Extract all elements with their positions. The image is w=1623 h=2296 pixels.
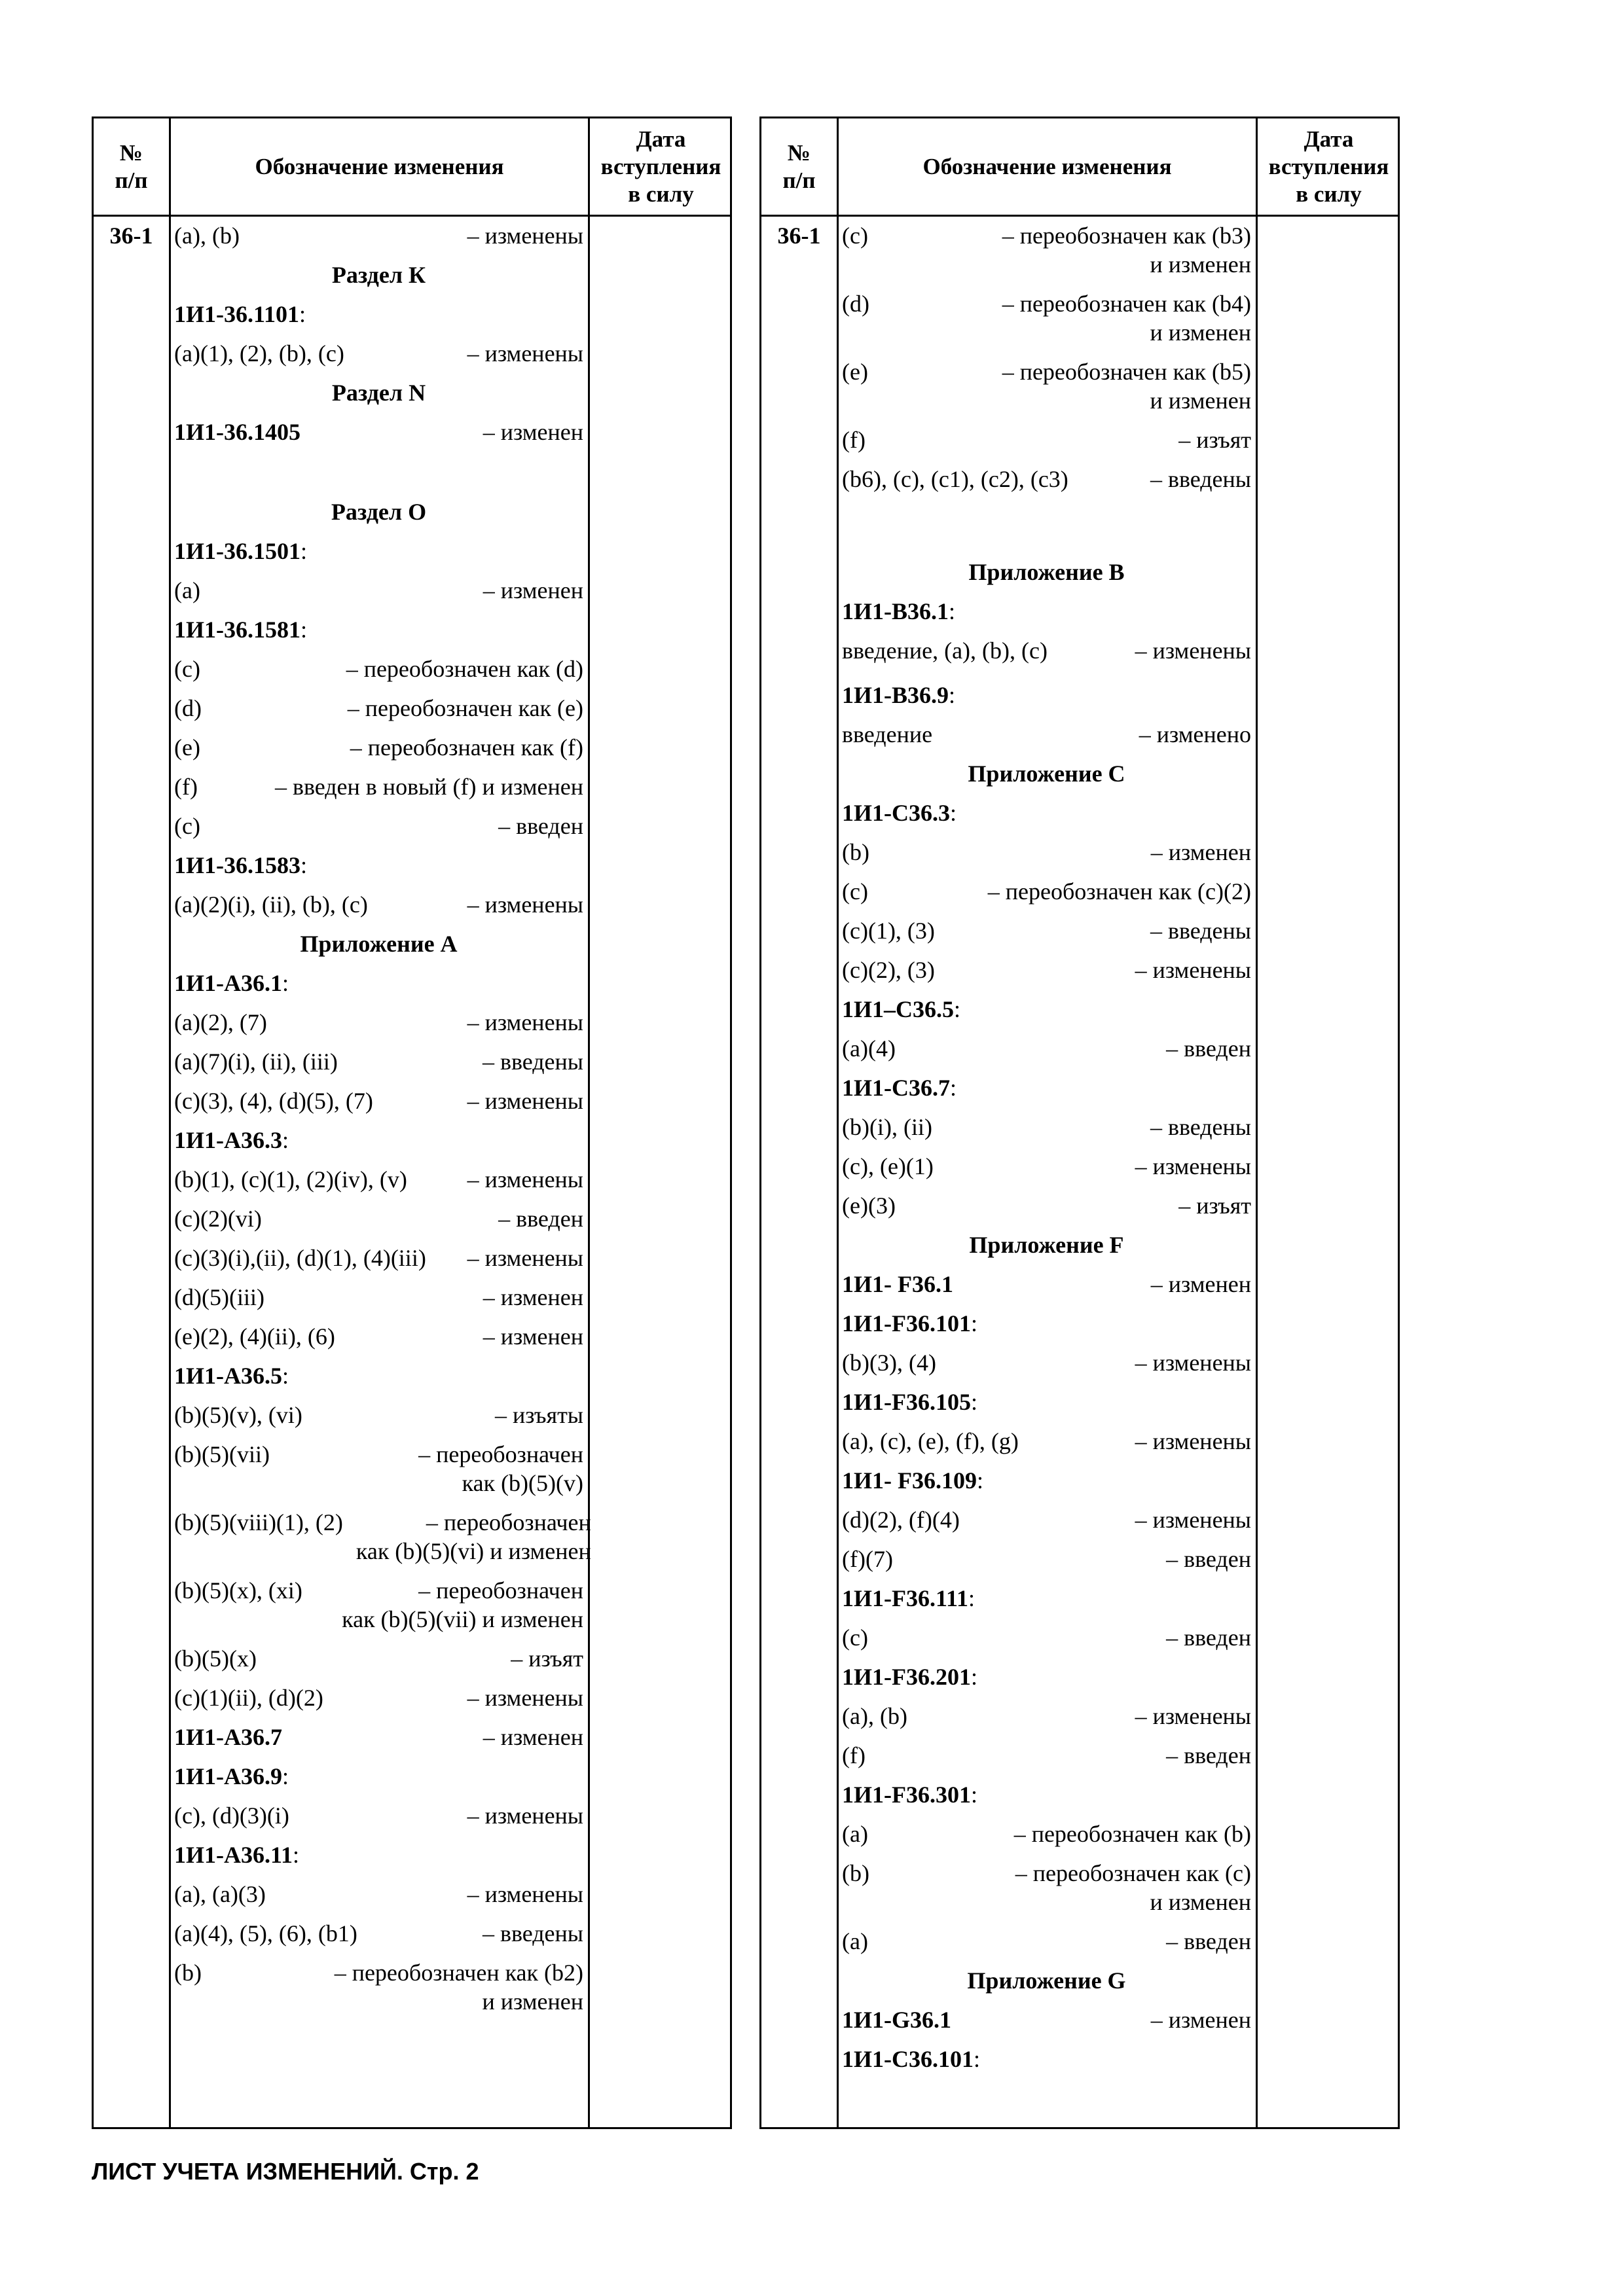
cell-text: введение (842, 721, 933, 747)
change-row (842, 916, 1251, 945)
paragraph-ref (842, 1073, 1251, 1102)
change-row (842, 720, 1251, 749)
cell-text: – переобозначен как (f) (350, 734, 583, 761)
paragraph-ref (842, 798, 1251, 827)
change-row (842, 1270, 1251, 1299)
table-header (761, 118, 1398, 217)
change-row (174, 1283, 583, 1312)
paragraph-ref (174, 1840, 583, 1869)
cell-text: (f) (174, 774, 198, 800)
header-date (590, 118, 732, 215)
cell-text: как (b)(5)(v) (462, 1470, 583, 1496)
change-row (174, 339, 583, 368)
change-row (174, 1723, 583, 1751)
cell-text: – изменен (483, 1284, 583, 1310)
cell-text: (a)(4) (842, 1035, 896, 1062)
cell-text: 1И1-А36.1 (174, 970, 282, 996)
cell-text: (a) (842, 1821, 868, 1847)
cell-text: № (787, 139, 811, 166)
paragraph-ref (842, 1584, 1251, 1613)
cell-text: : (282, 1127, 289, 1153)
header-number (761, 118, 837, 215)
cell-text: (b) (174, 1960, 202, 1986)
column-divider (169, 118, 171, 2127)
cell-text (989, 357, 1251, 415)
cell-text: и изменен (482, 1988, 583, 2015)
cell-text: (b) (842, 839, 869, 865)
cell-text: (c)(1), (3) (842, 918, 935, 944)
section-heading: Приложение В (968, 559, 1125, 585)
change-row (174, 1801, 583, 1830)
change-row (842, 1545, 1251, 1573)
change-row (842, 1741, 1251, 1770)
cell-text: : (301, 538, 308, 564)
change-row (842, 1505, 1251, 1534)
cell-text: п/п (115, 167, 148, 193)
cell-text: 1И1-G36.1 (842, 2007, 951, 2033)
cell-text: : (282, 1763, 289, 1789)
cell-text: в силу (628, 181, 694, 207)
change-row (174, 890, 583, 919)
cell-text: – введен (498, 1206, 583, 1232)
cell-text: – изъят (1178, 1193, 1251, 1219)
change-row (842, 1034, 1251, 1063)
cell-text: – изменены (467, 891, 583, 918)
cell-text: – введен (1166, 1742, 1251, 1768)
cell-text: – введен в новый (f) и изменен (274, 774, 583, 800)
cell-text: в силу (1296, 181, 1362, 207)
cell-text: (d) (842, 291, 869, 317)
cell-text: – переобозначен как (b2) (334, 1960, 583, 1986)
cell-text: – изъят (1178, 427, 1251, 453)
cell-text: – переобозначен как (e) (347, 695, 583, 721)
change-row (842, 1152, 1251, 1181)
change-row (174, 812, 583, 840)
cell-text: – изменен (483, 419, 583, 445)
cell-text: – изменены (1135, 637, 1251, 664)
cell-text: – введены (1150, 1114, 1251, 1140)
cell-text: (a), (a)(3) (174, 1881, 266, 1907)
cell-text: – изменены (1135, 957, 1251, 983)
change-table-right (759, 117, 1400, 2129)
section-heading: Раздел К (331, 262, 426, 288)
cell-text: (c) (842, 878, 868, 905)
cell-text: – введен (1166, 1035, 1251, 1062)
cell-text: (a), (b) (174, 223, 240, 249)
cell-text: (d) (174, 695, 202, 721)
cell-text: (c)(1)(ii), (d)(2) (174, 1685, 323, 1711)
cell-text: – переобозначен как (b4) (1002, 291, 1251, 317)
cell-text: 1И1-А36.3 (174, 1127, 282, 1153)
cell-text: (b)(i), (ii) (842, 1114, 932, 1140)
cell-text: : (282, 970, 289, 996)
cell-text: – изменены (467, 340, 583, 367)
cell-text: (b) (842, 1860, 869, 1886)
cell-text: : (974, 2046, 981, 2072)
header-designation: Обозначение изменения (255, 153, 504, 179)
change-row (174, 221, 583, 250)
cell-text (343, 1508, 591, 1566)
cell-text: (b)(5)(vii) (174, 1441, 270, 1467)
cell-text: (b)(1), (c)(1), (2)(iv), (v) (174, 1166, 407, 1193)
cell-text: (a)(4), (5), (6), (b1) (174, 1920, 357, 1946)
cell-text: : (968, 1585, 976, 1611)
change-row (842, 1702, 1251, 1731)
cell-text (329, 1576, 583, 1634)
cell-text: – изменены (467, 1088, 583, 1114)
cell-text: 1И1-С36.101 (842, 2046, 974, 2072)
change-row (842, 838, 1251, 867)
cell-text: 1И1-А36.11 (174, 1842, 293, 1868)
cell-text: – введены (1150, 466, 1251, 492)
change-row (842, 425, 1251, 454)
column-divider (1256, 118, 1258, 2127)
cell-text: вступления (600, 153, 721, 179)
cell-text: 1И1-36.1405 (174, 419, 301, 445)
cell-text: – введены (482, 1049, 583, 1075)
cell-text: – изменен (1150, 839, 1251, 865)
cell-text: и изменен (1150, 387, 1251, 414)
cell-text: Дата (1304, 126, 1354, 152)
cell-text: : (976, 1467, 983, 1494)
cell-text: : (293, 1842, 300, 1868)
cell-text: (c)(3), (4), (d)(5), (7) (174, 1088, 373, 1114)
cell-text: – изменены (467, 1166, 583, 1193)
cell-text: 1И1–С36.5 (842, 996, 954, 1022)
cell-text: (c)(3)(i),(ii), (d)(1), (4)(iii) (174, 1245, 426, 1271)
cell-text (321, 1958, 583, 2016)
cell-text: 1И1-36.1501 (174, 538, 301, 564)
cell-text: – изменены (1135, 1428, 1251, 1454)
cell-text: 1И1-А36.9 (174, 1763, 282, 1789)
change-row (174, 655, 583, 683)
change-row (842, 1927, 1251, 1956)
change-row (174, 1204, 583, 1233)
cell-text: – изменены (1135, 1703, 1251, 1729)
paragraph-ref (842, 1388, 1251, 1416)
paragraph-ref (842, 597, 1251, 626)
cell-text: (a)(7)(i), (ii), (iii) (174, 1049, 338, 1075)
cell-text: – изъяты (495, 1402, 583, 1428)
change-row (842, 1427, 1251, 1456)
cell-text: : (954, 996, 961, 1022)
cell-text: – изменен (483, 1323, 583, 1350)
change-row (174, 1576, 583, 1634)
cell-text: – введены (482, 1920, 583, 1946)
cell-text: – изменены (1135, 1153, 1251, 1179)
paragraph-ref (174, 615, 583, 644)
cell-text: (f) (842, 1742, 866, 1768)
cell-text: : (970, 1389, 977, 1415)
cell-text: (c)(2)(vi) (174, 1206, 262, 1232)
paragraph-ref (174, 1361, 583, 1390)
header-number (94, 118, 169, 215)
cell-text: – изменен (1150, 1271, 1251, 1297)
change-row (174, 1508, 591, 1566)
cell-text: 1И1-F36.105 (842, 1389, 971, 1415)
change-row (174, 1644, 583, 1673)
change-row (174, 418, 583, 446)
paragraph-ref (842, 1662, 1251, 1691)
cell-text: – введены (1150, 918, 1251, 944)
change-row (174, 1008, 583, 1037)
cell-text: (a), (b) (842, 1703, 907, 1729)
cell-text: (a)(1), (2), (b), (c) (174, 340, 344, 367)
cell-text: (c) (174, 656, 200, 682)
cell-text: и изменен (1150, 319, 1251, 346)
header-designation: Обозначение изменения (922, 153, 1172, 179)
cell-text: (c) (174, 813, 200, 839)
cell-text: как (b)(5)(vi) и изменен (356, 1538, 591, 1564)
cell-text: – изменены (467, 1685, 583, 1711)
cell-text: : (301, 852, 308, 878)
cell-text: (a) (174, 577, 200, 603)
paragraph-ref (842, 1309, 1251, 1338)
cell-text: (c)(2), (3) (842, 957, 935, 983)
table-header (94, 118, 730, 217)
change-row (174, 1683, 583, 1712)
change-row (842, 1113, 1251, 1141)
cell-text: (e) (842, 359, 868, 385)
cell-text: (c) (842, 223, 868, 249)
cell-text: 1И1-36.1583 (174, 852, 301, 878)
change-row (842, 1191, 1251, 1220)
cell-text: – изменен (483, 1724, 583, 1750)
change-row (174, 694, 583, 723)
row-number: 36-1 (777, 223, 821, 249)
change-row (842, 1859, 1251, 1916)
cell-text: – введен (1166, 1928, 1251, 1954)
header-date (1258, 118, 1400, 215)
cell-text: (f)(7) (842, 1546, 893, 1572)
paragraph-ref (174, 537, 583, 565)
cell-text: 1И1-В36.1 (842, 598, 949, 624)
cell-text: – изменены (1135, 1350, 1251, 1376)
cell-text: – переобозначен как (d) (346, 656, 583, 682)
paragraph-ref (174, 300, 583, 329)
cell-text: № (119, 139, 143, 166)
change-row (842, 956, 1251, 984)
cell-text: 1И1-А36.7 (174, 1724, 282, 1750)
change-row (174, 1401, 583, 1429)
cell-text: : (970, 1664, 977, 1690)
paragraph-ref (842, 681, 1251, 709)
cell-text: и изменен (1150, 1889, 1251, 1915)
paragraph-ref (174, 969, 583, 997)
section-heading: Приложение А (300, 931, 458, 957)
cell-text (989, 289, 1251, 347)
cell-text: 1И1-36.1581 (174, 617, 301, 643)
cell-text: 1И1-С36.3 (842, 800, 950, 826)
cell-text: (e)(3) (842, 1193, 896, 1219)
cell-text: – изменено (1139, 721, 1251, 747)
paragraph-ref (174, 1126, 583, 1155)
cell-text: (a)(2), (7) (174, 1009, 267, 1035)
change-table-left (92, 117, 732, 2129)
cell-text: (e) (174, 734, 200, 761)
section-heading: Приложение G (967, 1967, 1126, 1994)
cell-text: 1И1- F36.109 (842, 1467, 977, 1494)
change-row (174, 1880, 583, 1909)
paragraph-ref (174, 851, 583, 880)
change-row (174, 1047, 583, 1076)
cell-text: 1И1-36.1101 (174, 301, 300, 327)
paragraph-ref (842, 2045, 1251, 2073)
cell-text: 1И1-F36.101 (842, 1310, 971, 1336)
cell-text: – переобозначен (418, 1577, 583, 1604)
row-number: 36-1 (109, 223, 153, 249)
cell-text: – введен (498, 813, 583, 839)
cell-text: (a)(2)(i), (ii), (b), (c) (174, 891, 368, 918)
cell-text: – переобозначен как (b5) (1002, 359, 1251, 385)
change-row (174, 1244, 583, 1272)
change-row (174, 1440, 583, 1498)
change-row (842, 465, 1251, 493)
cell-text: : (950, 1075, 957, 1101)
change-row (842, 357, 1251, 415)
cell-text: (b)(5)(x), (xi) (174, 1577, 302, 1604)
cell-text (405, 1440, 583, 1498)
cell-text: (b)(5)(viii)(1), (2) (174, 1509, 343, 1535)
cell-text: (c), (e)(1) (842, 1153, 934, 1179)
cell-text: 1И1-В36.9 (842, 682, 949, 708)
cell-text: (a), (c), (e), (f), (g) (842, 1428, 1019, 1454)
cell-text: (b6), (c), (c1), (c2), (c3) (842, 466, 1068, 492)
paragraph-ref (842, 1466, 1251, 1495)
cell-text: – изменены (467, 1881, 583, 1907)
page-footer: ЛИСТ УЧЕТА ИЗМЕНЕНИЙ. Стр. 2 (92, 2158, 479, 2185)
cell-text: : (950, 800, 957, 826)
change-row (174, 1165, 583, 1194)
cell-text: вступления (1268, 153, 1389, 179)
cell-text: – введен (1166, 1546, 1251, 1572)
cell-text: (f) (842, 427, 866, 453)
cell-text (1002, 1859, 1251, 1916)
cell-text: (a) (842, 1928, 868, 1954)
section-heading: Приложение С (968, 761, 1125, 787)
cell-text: 1И1-F36.111 (842, 1585, 969, 1611)
change-row (174, 733, 583, 762)
cell-text: – изменен (483, 577, 583, 603)
cell-text: : (949, 682, 956, 708)
cell-text: 1И1- F36.1 (842, 1271, 953, 1297)
cell-text: – изменены (467, 1803, 583, 1829)
paragraph-ref (842, 995, 1251, 1024)
change-row (842, 1623, 1251, 1652)
section-heading: Раздел O (331, 499, 427, 525)
change-list (174, 221, 591, 2026)
cell-text: – изъят (511, 1645, 583, 1672)
cell-text: п/п (782, 167, 816, 193)
section-heading: Приложение F (969, 1232, 1124, 1258)
change-row (842, 1820, 1251, 1848)
cell-text: Дата (636, 126, 686, 152)
cell-text: – переобозначен (418, 1441, 583, 1467)
change-row (174, 1322, 583, 1351)
cell-text: (d)(5)(iii) (174, 1284, 264, 1310)
cell-text: (b)(5)(x) (174, 1645, 257, 1672)
change-row (842, 2005, 1251, 2034)
change-row (842, 636, 1251, 665)
cell-text: : (282, 1363, 289, 1389)
change-row (174, 772, 583, 801)
cell-text: – переобозначен как (b) (1013, 1821, 1251, 1847)
cell-text: – изменены (1135, 1507, 1251, 1533)
cell-text: : (970, 1782, 977, 1808)
cell-text: (b)(5)(v), (vi) (174, 1402, 302, 1428)
change-row (842, 221, 1251, 279)
cell-text: – переобозначен (426, 1509, 591, 1535)
cell-text: как (b)(5)(vii) и изменен (342, 1606, 583, 1632)
cell-text (989, 221, 1251, 279)
change-row (174, 1919, 583, 1948)
cell-text: (c) (842, 1624, 868, 1651)
cell-text: 1И1-А36.5 (174, 1363, 282, 1389)
change-row (842, 289, 1251, 347)
cell-text: – изменен (1150, 2007, 1251, 2033)
cell-text: и изменен (1150, 251, 1251, 278)
cell-text: : (301, 617, 308, 643)
cell-text: – переобозначен как (b3) (1002, 223, 1251, 249)
cell-text: – изменены (467, 223, 583, 249)
cell-text: – введен (1166, 1624, 1251, 1651)
change-list (842, 221, 1251, 2084)
cell-text: (c), (d)(3)(i) (174, 1803, 289, 1829)
change-row (842, 1348, 1251, 1377)
cell-text: – изменены (467, 1009, 583, 1035)
column-divider (837, 118, 839, 2127)
cell-text: 1И1-F36.201 (842, 1664, 971, 1690)
cell-text: – изменены (467, 1245, 583, 1271)
cell-text: 1И1-С36.7 (842, 1075, 950, 1101)
cell-text: (d)(2), (f)(4) (842, 1507, 960, 1533)
change-row (174, 576, 583, 605)
cell-text: : (299, 301, 306, 327)
change-row (174, 1958, 583, 2016)
change-row (174, 1086, 583, 1115)
change-row (842, 877, 1251, 906)
cell-text: : (970, 1310, 977, 1336)
cell-text: (b)(3), (4) (842, 1350, 936, 1376)
cell-text: – переобозначен как (c)(2) (987, 878, 1251, 905)
paragraph-ref (174, 1762, 583, 1791)
cell-text: введение, (a), (b), (c) (842, 637, 1048, 664)
cell-text: : (949, 598, 956, 624)
cell-text: (e)(2), (4)(ii), (6) (174, 1323, 335, 1350)
paragraph-ref (842, 1780, 1251, 1809)
column-divider (588, 118, 590, 2127)
cell-text: – переобозначен как (c) (1015, 1860, 1251, 1886)
section-heading: Раздел N (331, 380, 426, 406)
cell-text: 1И1-F36.301 (842, 1782, 971, 1808)
